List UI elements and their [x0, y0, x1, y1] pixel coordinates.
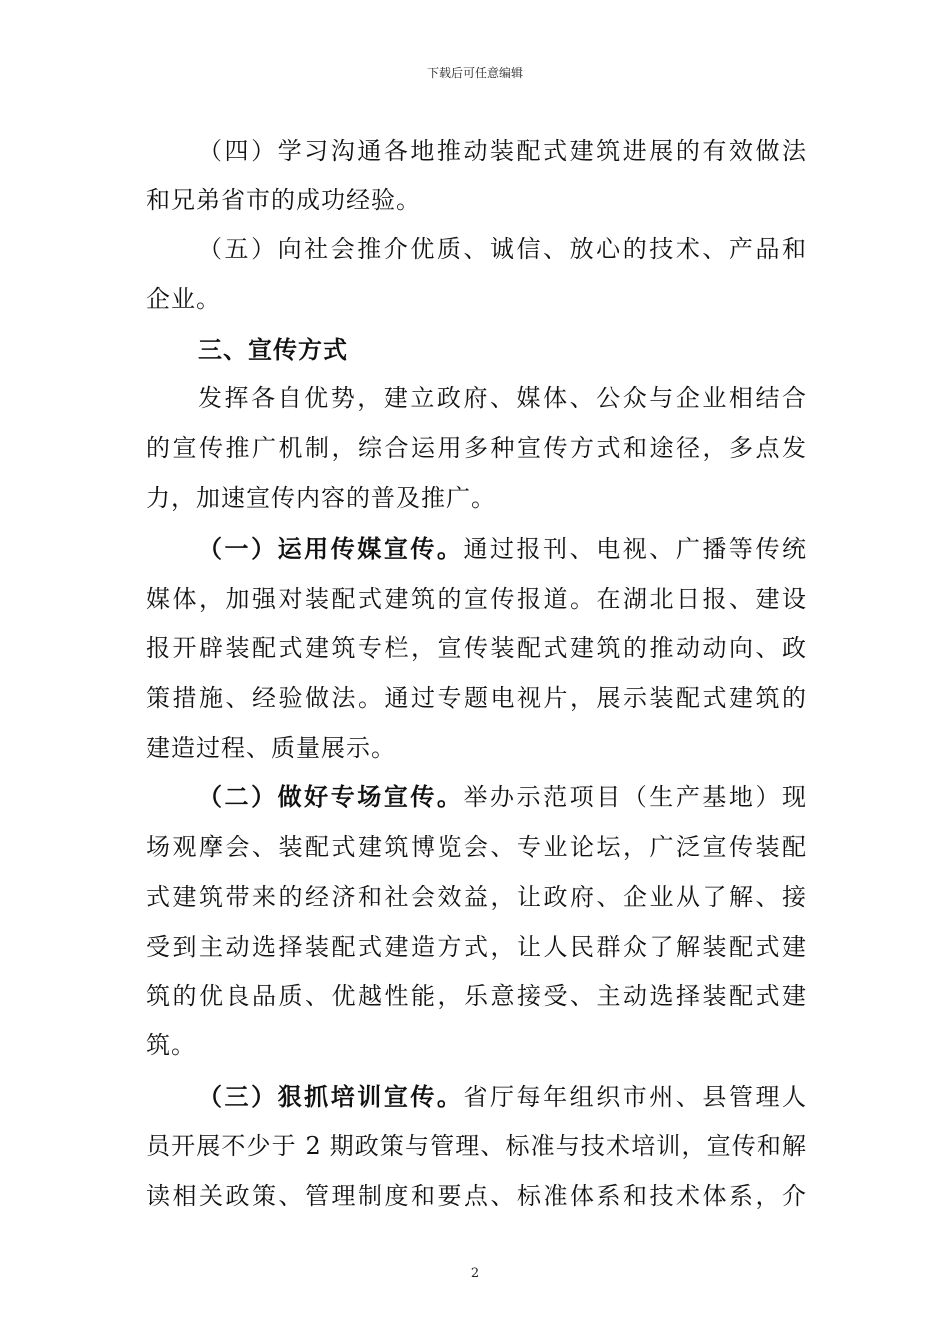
page-number: 2 — [470, 1266, 480, 1281]
body-line: 策措施、经验做法。通过专题电视片，展示装配式建筑的 — [146, 684, 806, 712]
body-line: （二）做好专场宣传。举办示范项目（生产基地）现 — [198, 782, 807, 811]
body-line: 筑。 — [146, 1031, 196, 1059]
subheading: （三）狠抓培训宣传。 — [198, 1082, 464, 1111]
section-heading: 三、宣传方式 — [198, 335, 348, 364]
body-line: 媒体，加强对装配式建筑的宣传报道。在湖北日报、建设 — [146, 585, 806, 613]
body-line: 企业。 — [146, 285, 221, 313]
body-line: 受到主动选择装配式建造方式，让人民群众了解装配式建 — [146, 933, 806, 961]
body-line: 的宣传推广机制，综合运用多种宣传方式和途径，多点发 — [146, 434, 806, 462]
body-line: 报开辟装配式建筑专栏，宣传装配式建筑的推动动向、政 — [146, 634, 806, 662]
subheading: （一）运用传媒宣传。 — [198, 534, 464, 563]
body-line: 发挥各自优势，建立政府、媒体、公众与企业相结合 — [198, 384, 806, 412]
body-line: 力，加速宣传内容的普及推广。 — [146, 484, 496, 512]
body-line: 场观摩会、装配式建筑博览会、专业论坛，广泛宣传装配 — [146, 833, 806, 861]
body-line: （三）狠抓培训宣传。省厅每年组织市州、县管理人 — [198, 1082, 807, 1111]
body-line: 筑的优良品质、优越性能，乐意接受、主动选择装配式建 — [146, 982, 806, 1010]
subheading: （二）做好专场宣传。 — [198, 782, 464, 811]
body-line: （五）向社会推介优质、诚信、放心的技术、产品和 — [198, 235, 806, 263]
page-header: 下载后可任意编辑 — [426, 66, 523, 80]
body-line: （四）学习沟通各地推动装配式建筑进展的有效做法 — [198, 137, 806, 165]
body-line: 读相关政策、管理制度和要点、标准体系和技术体系，介 — [146, 1182, 806, 1210]
body-line: 式建筑带来的经济和社会效益，让政府、企业从了解、接 — [146, 883, 806, 911]
body-line: 和兄弟省市的成功经验。 — [146, 186, 421, 214]
body-line: （一）运用传媒宣传。通过报刊、电视、广播等传统 — [198, 534, 807, 563]
body-line: 员开展不少于 2 期政策与管理、标准与技术培训，宣传和解 — [146, 1132, 806, 1160]
body-line: 建造过程、质量展示。 — [146, 734, 396, 762]
